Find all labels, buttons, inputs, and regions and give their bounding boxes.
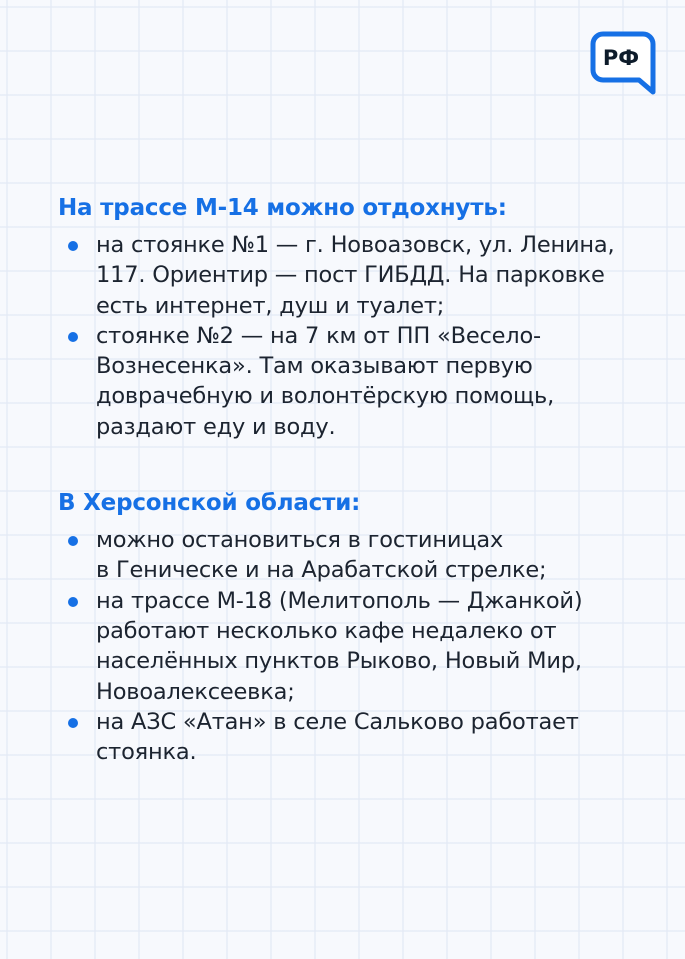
bullet-list: [58, 525, 658, 767]
rf-logo-icon: [589, 30, 657, 96]
bullet-icon: [68, 597, 78, 607]
list-item: [58, 230, 658, 321]
section-kherson: [58, 487, 658, 767]
list-item: [58, 707, 658, 768]
item-line: на стоянке №1 — г. Новоазовск, ул. Ленина,: [96, 232, 615, 258]
item-line: в Геническе и на Арабатской стрелке;: [96, 557, 547, 584]
item-line: Вознесенка». Там оказывают первую: [96, 353, 533, 380]
item-line: стоянке №2 — на 7 км от ПП «Весело-: [96, 322, 541, 349]
item-line: работают несколько кафе недалеко от: [96, 617, 557, 644]
item-line: стоянка.: [96, 739, 197, 766]
list-item: [58, 525, 658, 586]
logo-text: РФ: [602, 46, 640, 70]
bullet-icon: [68, 718, 78, 728]
bullet-icon: [68, 536, 78, 546]
list-item: [58, 321, 658, 442]
section-heading: В Херсонской области:: [58, 490, 361, 517]
bullet-icon: [68, 332, 78, 342]
item-line: населённых пунктов Рыково, Новый Мир,: [96, 648, 582, 675]
rf-logo: [589, 30, 657, 96]
bullet-list: [58, 230, 658, 442]
item-line: на трассе М-18 (Мелитополь — Джанкой): [96, 587, 583, 614]
bullet-icon: [68, 241, 78, 251]
item-line: есть интернет, душ и туалет;: [96, 292, 445, 319]
content: [58, 192, 658, 767]
item-line: на АЗС «Атан» в селе Сальково работает: [96, 708, 579, 735]
list-item: [58, 586, 658, 707]
section-m14: [58, 192, 658, 442]
section-heading: На трассе М-14 можно отдохнуть:: [58, 195, 507, 221]
item-line: Новоалексеевка;: [96, 678, 295, 705]
item-line: раздают еду и воду.: [96, 413, 336, 440]
item-line: можно остановиться в гостиницах: [96, 527, 504, 554]
item-line: 117. Ориентир — пост ГИБДД. На парковке: [96, 262, 605, 289]
item-line: доврачебную и волонтёрскую помощь,: [96, 383, 555, 410]
